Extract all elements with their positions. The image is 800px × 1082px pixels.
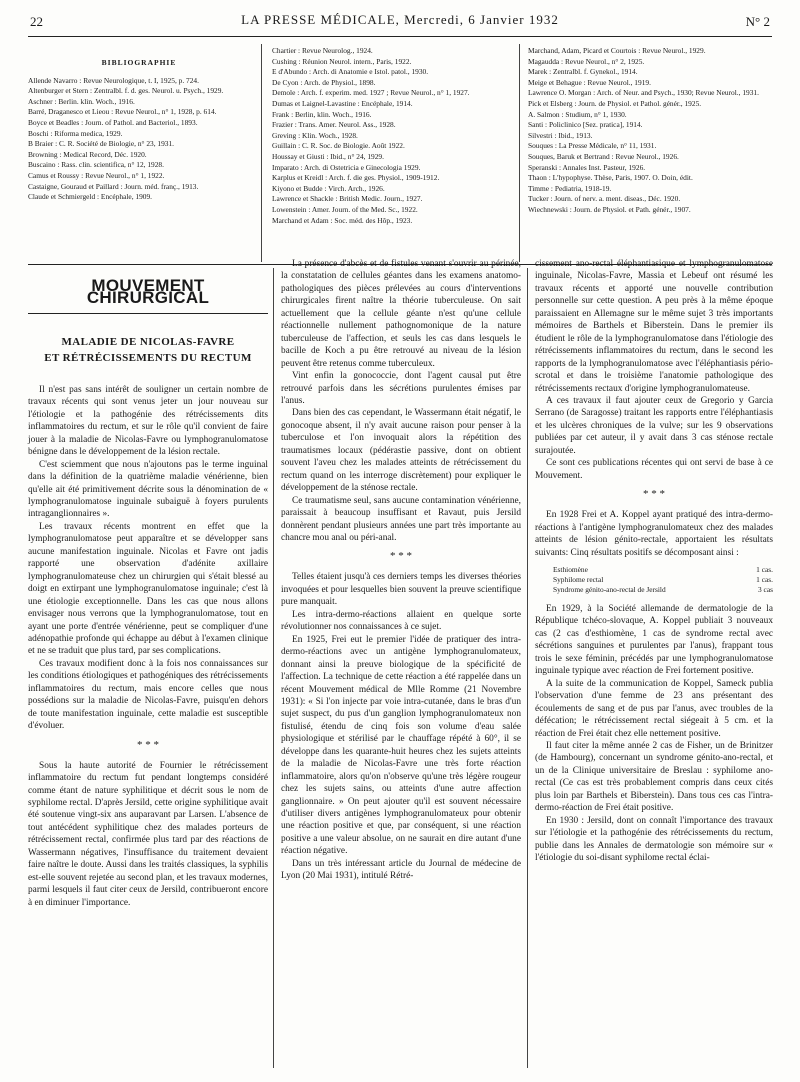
paragraph: Ces travaux modifient donc à la fois nos connaissances sur les conditions étiologiques et pathogéniques des rétrécissements inflammatoires du rectum, mais encore celles que nous possédions sur la maladie de Nicolas-Favre, puisqu'en dehors de toute manifestation inguinale, cette maladie est susceptible d'évoluer.	[28, 658, 268, 732]
paragraph: Vint enfin la gonococcie, dont l'agent causal put être retrouvé parfois dans les sécrétions purulentes émises par l'anus.	[281, 371, 521, 406]
bibliography-entry: Lawrence O. Morgan : Arch. of Neur. and Psych., 1930; Revue Neurol., 1931.	[528, 88, 759, 98]
section-rule	[28, 313, 268, 314]
bibliography-entry: Marek : Zentralbl. f. Gynekol., 1914.	[528, 67, 638, 77]
table-cell-value: 1 cas.	[756, 574, 773, 584]
table-row	[553, 575, 773, 585]
bibliography-entry: De Cyon : Arch. de Physiol., 1898.	[272, 77, 376, 87]
bibliography-entry: Frazier : Trans. Amer. Neurol. Ass., 1928.	[272, 120, 396, 130]
page-number: 22	[30, 14, 43, 29]
paragraph: cissement ano-rectal éléphantiasique et lymphogranulomatose inguinale, Nicolas-Favre, Massia et Lebeuf ont résumé les travaux récents et apporté une nouvelle contribution personnelle sur cette question. A peu près à la même époque paraissaient en Allemagne sur le même sujet 3 très importants mémoires de Barthels et Biberstein. Dans le premier ils étudient le rôle de la lymphogranulomatose dans l'étiologie des rétrécissements inflammatoires du rectum, dans le second les rapports de la lymphogranulomatose avec l'éléphantiasis pério-scrotal et dans le troisième l'anatomie pathologique des rétrécissements rectaux d'origine lymphogranulomateuse.	[535, 259, 773, 394]
paragraph: A la suite de la communication de Koppel, Sameck publia l'observation d'une femme de 23 ans présentant des écoulements de sang et de pus par l'anus, avec troubles de la défécation; le rétrécissement rectal siégeait à 5 cm. et la réaction de Frei était chez elle nettement positive.	[535, 678, 773, 739]
bibliography-col-1	[28, 58, 250, 203]
bibliography-entry: Karplus et Kreidl : Arch. f. die ges. Physiol., 1909-1912.	[272, 173, 440, 183]
bibliography-entry: Thaon : L'hypophyse. Thèse, Paris, 1907. O. Doin, édit.	[528, 173, 693, 183]
column-divider	[527, 268, 528, 1068]
section-stars: * * *	[643, 488, 665, 501]
bibliography-entry: Lawrence et Shackle : British Medic. Journ., 1927.	[272, 194, 423, 204]
bibliography-entry: Santi : Policlinico [Sez. pratica], 1914.	[528, 120, 643, 130]
section-stars: * * *	[390, 550, 412, 563]
bibliography-entry: Browning : Medical Record, Déc. 1920.	[28, 149, 147, 159]
bibliography-entry: Claude et Schmiergeld : Encéphale, 1909.	[28, 192, 153, 202]
bibliography-entry: Speranski : Annales Inst. Pasteur, 1926.	[528, 162, 646, 172]
article-title	[28, 334, 268, 366]
journal-title: LA PRESSE MÉDICALE, Mercredi, 6 Janvier 1932	[241, 12, 559, 27]
article-column-3	[535, 258, 773, 864]
bibliography-entry: Boyce et Beadles : Journ. of Pathol. and Bacteriol., 1893.	[28, 117, 198, 127]
paragraph: Sous la haute autorité de Fournier le rétrécissement inflammatoire du rectum fut pendant longtemps considéré comme étant de nature syphilitique et décrit sous le nom de syphilome rectal. D'après Jersild, cette origine syphilitique avait été soutenue vingt-six ans auparavant par Larsen. L'absence de tout antécédent syphilitique chez des malades porteurs de rétrécissement rectal, confirmée plus tard par des réactions de Wassermann négatives, l'insuffisance du traitement devaient faire naître le doute. Aussi dans les traités classiques, la syphilis est-elle souvent rejetée au second plan, et les travaux modernes, parmi lesquels il faut citer ceux de Jersild, contribueront encore à en diminuer l'importance.	[28, 760, 268, 908]
article-column-2	[281, 258, 521, 883]
bibliography-entry: Kiyono et Budde : Virch. Arch., 1926.	[272, 183, 385, 193]
bibliography-col-2	[272, 46, 510, 226]
paragraph: En 1929, à la Société allemande de dermatologie de la République tchéco-slovaque, A. Koppel publiait 3 nouveaux cas (2 cas d'esthiomène, 1 cas de syndrome rectal avec sécrétions sanguines et purulentes par l'anus), frappant tous trois le sexe féminin, précédés par une lymphogranulomatose inguinale typique avec réaction de Frei fortement positive.	[535, 603, 773, 677]
table-row	[553, 585, 773, 595]
paragraph: La présence d'abcès et de fistules venant s'ouvrir au périnée, la constatation de cellules géantes dans les examens anatomo-pathologiques des pièces prélevées au cours d'interventions chirurgicales firent naître la théorie tuberculeuse. On sait actuellement que la cellule géante n'est qu'une cellule réactionnelle nullement pathognomonique de la nature tuberculeuse de l'affection, et seuls les cas dans lesquels le bacille de Koch a pu être retrouvé au niveau de la lésion peuvent être retenus comme tuberculeux.	[281, 259, 521, 369]
paragraph: Les travaux récents montrent en effet que la lymphogranulomatose peut apparaître et se développer sans aucune manifestation inguinale. Nicolas et Favre ont jadis rapporté une observation d'adénite axillaire lymphogranulomateuse chez un chirurgien qui s'était blessé au doigt en extirpant une lymphogranulomatose inguinale; c'est là une étiologie exceptionnelle. Dans les cas que nous allons envisager nous verrons que la lymphogranulomatose, tout en ayant une porte d'entrée vénérienne, peut se compliquer d'une adénopathie profonde qui échappe au début à l'examen clinique et ne se traduit que plus tard, par ses complications.	[28, 521, 268, 657]
article-title-line-2: ET RÉTRÉCISSEMENTS DU RECTUM	[44, 351, 252, 364]
bibliography-entry: Souques, Baruk et Bertrand : Revue Neurol., 1926.	[528, 151, 679, 161]
running-header	[30, 10, 770, 34]
bibliography-entry: Castaigne, Gouraud et Paillard : Journ. méd. franç., 1913.	[28, 181, 199, 191]
article-title-line-1: MALADIE DE NICOLAS-FAVRE	[61, 335, 235, 348]
bibliography-entry: Demole : Arch. f. experim. med. 1927 ; Revue Neurol., n° 1, 1927.	[272, 88, 470, 98]
article-column-1	[28, 272, 268, 909]
table-cell-label: Esthiomène	[553, 564, 588, 574]
table-cell-value: 1 cas.	[756, 564, 773, 574]
table-row	[553, 565, 773, 575]
bibliography-entry: Marchand, Adam, Picard et Courtois : Revue Neurol., 1929.	[528, 46, 706, 55]
issue-number: N° 2	[745, 14, 770, 29]
paragraph: A ces travaux il faut ajouter ceux de Gregorio y Garcia Serrano (de Saragosse) traitant les rapports entre l'éléphantiasis et les ulcères chroniques de la vulve; sur les 9 observations publiées par cet auteur, il y avait dans 3 cas sténose rectale surajoutée.	[535, 395, 773, 456]
bibliography-entry: Chartier : Revue Neurolog., 1924.	[272, 46, 373, 55]
bibliography-entry: Magaudda : Revue Neurol., n° 2, 1925.	[528, 56, 645, 66]
section-stars: * * *	[137, 738, 159, 751]
bibliography-entry: Frank : Berlin, klin. Woch., 1916.	[272, 109, 372, 119]
bibliography-entry: Marchand et Adam : Soc. méd. des Hôp., 1923.	[272, 215, 413, 225]
bibliography-entry: Timme : Pediatria, 1918-19.	[528, 183, 612, 193]
bibliography-entry: Souques : La Presse Médicale, n° 11, 1931.	[528, 141, 657, 151]
table-cell-value: 3 cas	[758, 584, 773, 594]
paragraph: Dans bien des cas cependant, le Wassermann était négatif, le gonocoque absent, il n'y avait aucune raison pour penser à la tuberculose et l'on invoquait alors la répétition des traumatismes locaux (pédérastie passive, dont on obtient souvent l'aveu chez les malades atteints de rétrécissement du rectum quand on les interroge discrètement) pour expliquer le développement de la sténose rectale.	[281, 408, 521, 494]
paragraph: En 1928 Frei et A. Koppel ayant pratiqué des intra-dermo-réactions à l'antigène lymphogranulomateux chez des malades atteints de lésion génito-rectale, apportaient les résultats suivants: Cinq résultats positifs se décomposant ainsi :	[535, 510, 773, 558]
bibliography-entry: Boschi : Riforma medica, 1929.	[28, 128, 123, 138]
bibliography-entry: Lowenstein : Amer. Journ. of the Med. Sc., 1922.	[272, 204, 418, 214]
bibliography-entry: B Braier : C. R. Société de Biologie, n° 23, 1931.	[28, 139, 175, 149]
paragraph: Les intra-dermo-réactions allaient en quelque sorte révolutionner nos connaissances à ce sujet.	[281, 609, 521, 633]
bibliography-entry: A. Salmon : Studium, n° 1, 1930.	[528, 109, 627, 119]
table-cell-label: Syphilome rectal	[553, 574, 604, 584]
bibliography-entry: Silvestri : Ibid., 1913.	[528, 130, 593, 140]
bibliography-entry: E d'Abundo : Arch. di Anatomie e Istol. patol., 1930.	[272, 67, 429, 77]
bibliography-entry: Guillain : C. R. Soc. de Biologie. Août 1922.	[272, 141, 405, 151]
bibliography-col-3	[528, 46, 772, 216]
column-divider	[519, 44, 520, 262]
table-cell-label: Syndrome génito-ano-rectal de Jersild	[553, 584, 666, 594]
results-table	[553, 565, 773, 595]
bibliography-heading: BIBLIOGRAPHIE	[101, 58, 177, 67]
paragraph: Il n'est pas sans intérêt de souligner un certain nombre de travaux récents qui sont venus jeter un jour nouveau sur l'étiologie et la pathogénie des rétrécissements dits inflammatoires du rectum, et sur le rôle qu'il convient de faire jouer à la maladie de Nicolas-Favre ou lymphogranulomatose bénigne dans le développement de la lésion rectale.	[28, 384, 268, 458]
bibliography-entry: Tucker : Journ. of nerv. a. ment. diseas., Déc. 1920.	[528, 194, 681, 204]
bibliography-entry: Dumas et Laignel-Lavastine : Encéphale, 1914.	[272, 98, 413, 108]
bibliography-entry: Wiechnewski : Journ. de Physiol. et Path. génér., 1907.	[528, 204, 691, 214]
bibliography-entry: Imparato : Arch. di Ostetricia e Ginecologia 1929.	[272, 162, 421, 172]
paragraph: En 1930 : Jersild, dont on connaît l'importance des travaux sur l'étiologie et la pathogénie des rétrécissements du rectum, publie dans les Annales de dermatologie son mémoire sur « l'étiologie du soi-disant syphilome rectal éclai-	[535, 815, 773, 864]
bibliography-entry: Meige et Behague : Revue Neurol., 1919.	[528, 77, 651, 87]
paragraph: C'est sciemment que nous n'ajoutons pas le terme inguinal dans la définition de la quatrième maladie vénérienne, bien qu'elle ait été primitivement décrite sous la dénomination de « lymphogranulomatose inguinale subaiguë à foyers purulents intraganglionnaires ».	[28, 459, 268, 520]
bibliography-entry: Aschner : Berlin. klin. Woch., 1916.	[28, 96, 135, 106]
bibliography-entry: Greving : Klin. Woch., 1928.	[272, 130, 358, 140]
bibliography-entry: Buscaino : Rass. clin. scientifica, n° 12, 1928.	[28, 160, 164, 170]
column-divider	[273, 268, 274, 1068]
paragraph: Ce sont ces publications récentes qui ont servi de base à ce Mouvement.	[535, 458, 773, 481]
paragraph: En 1925, Frei eut le premier l'idée de pratiquer des intra-dermo-réactions avec un antigène lymphogranulomateux, donnant ainsi la preuve biologique de la spécificité de l'affection. La technique de cette réaction a été rappelée dans un récent Mouvement médical de Mlle Romme (21 Novembre 1931): « Si l'on injecte par voie intra-cutanée, dans le bras d'un sujet suspect, du pus d'un ganglion lymphogranulomateux non fistulisé, étendu de cinq fois son volume d'eau salée physiologique et stérilisé par le chauffage répété à 60°, il se développe dans les quarante-huit heures chez les sujets atteints de la maladie de Nicolas-Favre une très forte réaction inflammatoire, alors qu'on n'observe qu'une très légère rougeur chez les sujets sains, ou atteints d'une autre affection ganglionnaire. » On peut ajouter qu'il est souvent nécessaire d'utiliser divers antigènes lymphogranulomateux pour obtenir une réaction positive et que, par conséquent, si une réaction positive a une valeur absolue, on ne saurait en dire autant d'une réaction négative.	[281, 634, 521, 857]
paragraph: Il faut citer la même année 2 cas de Fisher, un de Brinitzer (de Hambourg), concernant un syndrome génito-ano-rectal, et un de la Clinique universitaire de Breslau : syphilome ano-rectal (Ce cas est très probablement compris dans ceux cités plus loin par Barthels et Biberstein). Dans tous ces cas l'intra-dermo-réaction de Frei était positive.	[535, 740, 773, 814]
paragraph: Dans un très intéressant article du Journal de médecine de Lyon (20 Mai 1931), intitulé Rétré-	[281, 858, 521, 882]
paragraph: Telles étaient jusqu'à ces derniers temps les diverses théories invoquées et pour lesquelles bien souvent la preuve scientifique pure manquait.	[281, 572, 521, 608]
paragraph: Ce traumatisme seul, sans aucune contamination vénérienne, paraissait à beaucoup insuffisant et Ravaut, puis Jersild donnèrent pendant plusieurs années une part très importante au chancre mou anal ou péri-anal.	[281, 495, 521, 543]
bibliography-entry: Pick et Elsberg : Journ. de Physiol. et Pathol. génér., 1925.	[528, 98, 702, 108]
section-title: MOUVEMENT CHIRURGICAL	[86, 276, 210, 308]
bibliography-entry: Camus et Roussy : Revue Neurol., n° 1, 1922.	[28, 170, 165, 180]
column-divider	[261, 44, 262, 262]
bibliography-entry: Allende Navarro : Revue Neurologique, t. I, 1925, p. 724.	[28, 75, 199, 85]
bibliography-entry: Houssay et Giusti : Ibid., n° 24, 1929.	[272, 151, 384, 161]
bibliography-entry: Barré, Draganesco et Lieou : Revue Neurol., n° 1, 1928, p. 614.	[28, 107, 217, 117]
header-rule	[28, 36, 772, 37]
bibliography-entry: Cushing : Réunion Neurol. intern., Paris, 1922.	[272, 56, 412, 66]
bibliography-entry: Altenburger et Stern : Zentralbl. f. d. ges. Neurol. u. Psych., 1929.	[28, 86, 224, 96]
